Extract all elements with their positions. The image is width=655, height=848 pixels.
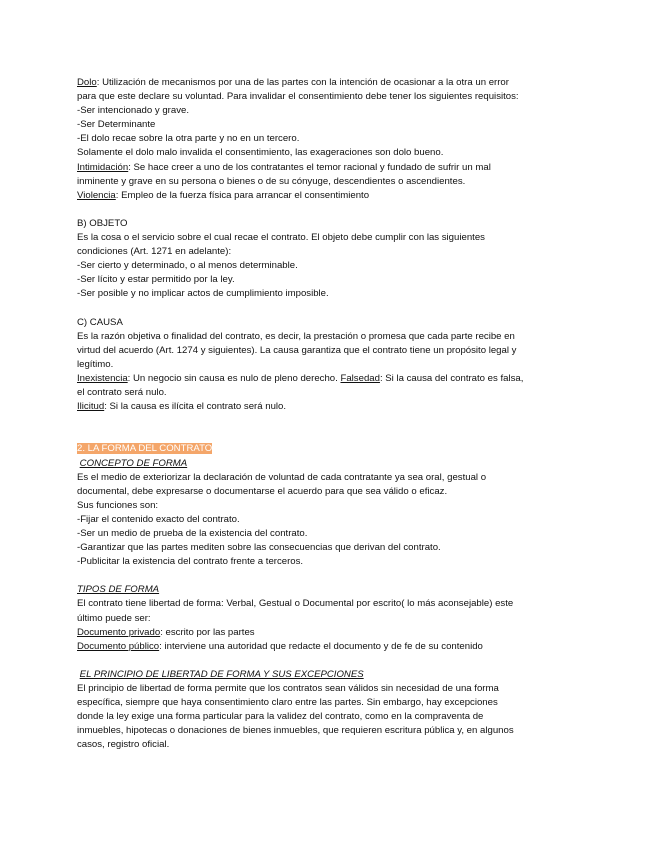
dolo-requirement-2: -Ser Determinante: [77, 119, 156, 131]
dolo-term: Dolo: [77, 77, 97, 88]
concepto-line-3: Sus funciones son:: [77, 499, 159, 511]
dolo-line-2: para que este declare su voluntad. Para invalidar el consentimiento debe tener los siguientes requisitos:: [77, 91, 519, 103]
tipos-line-2: último puede ser:: [77, 612, 151, 624]
dolo-line-1: Dolo: Utilización de mecanismos por una de las partes con la intención de ocasionar a la otra un error: [77, 77, 509, 88]
highlighted-section-title: 2. LA FORMA DEL CONTRATO: [77, 443, 213, 455]
causa-line-6: Ilicitud: Si la causa es ilícita el contrato será nulo.: [77, 401, 287, 413]
principio-title: EL PRINCIPIO DE LIBERTAD DE FORMA Y SUS EXCEPCIONES: [79, 668, 364, 680]
violencia-line: Violencia: Empleo de la fuerza física para arrancar el consentimiento: [77, 189, 370, 201]
principio-line-1: El principio de libertad de forma permite que los contratos sean válidos sin necesidad de una forma: [77, 683, 499, 695]
tipos-title: TIPOS DE FORMA: [77, 584, 160, 596]
funcion-3: -Garantizar que las partes mediten sobre las consecuencias que derivan del contrato.: [77, 542, 441, 554]
inexistencia-term: Inexistencia: [77, 372, 128, 384]
dolo-requirement-3: -El dolo recae sobre la otra parte y no en un tercero.: [77, 133, 300, 145]
principio-line-4: inmuebles, hipotecas o donaciones de bienes inmuebles, que requieren escritura pública y, en algunos: [77, 725, 514, 737]
causa-line-5: el contrato será nulo.: [77, 387, 167, 399]
causa-line-4: Inexistencia: Un negocio sin causa es nulo de pleno derecho. Falsedad: Si la causa del contrato es falsa,: [77, 372, 524, 384]
causa-heading: C) CAUSA: [77, 316, 123, 328]
falsedad-term: Falsedad: [340, 372, 380, 384]
documento-publico-term: Documento público: [77, 640, 160, 652]
objeto-line-5: -Ser posible y no implicar actos de cumplimiento imposible.: [77, 288, 329, 300]
intimidacion-line-1: Intimidación: Se hace creer a uno de los contratantes el temor racional y fundado de sufrir un mal: [77, 161, 491, 173]
objeto-line-3: -Ser cierto y determinado, o al menos determinable.: [77, 260, 298, 272]
objeto-heading: B) OBJETO: [77, 217, 128, 229]
dolo-note: Solamente el dolo malo invalida el consentimiento, las exageraciones son dolo bueno.: [77, 147, 444, 159]
violencia-term: Violencia: [77, 189, 116, 201]
funcion-2: -Ser un medio de prueba de la existencia del contrato.: [77, 528, 308, 539]
concepto-title: CONCEPTO DE FORMA: [79, 457, 188, 469]
objeto-line-4: -Ser lícito y estar permitido por la ley.: [77, 274, 235, 286]
objeto-line-2: condiciones (Art. 1271 en adelante):: [77, 246, 232, 258]
causa-line-2: virtud del acuerdo (Art. 1274 y siguientes). La causa garantiza que el contrato tiene un propósito legal y: [77, 344, 517, 356]
ilicitud-term: Ilicitud: [77, 401, 105, 413]
principio-line-2: específica, siempre que haya consentimiento claro entre las partes. Sin embargo, hay excepciones: [77, 697, 498, 709]
forma-section-title: [77, 442, 587, 456]
documento-privado-line: Documento privado: escrito por las partes: [77, 626, 255, 638]
documento-privado-term: Documento privado: [77, 626, 161, 638]
concepto-line-1: Es el medio de exteriorizar la declaración de voluntad de cada contratante ya sea oral, gestual o: [77, 471, 487, 483]
funcion-1: -Fijar el contenido exacto del contrato.: [77, 513, 240, 525]
principio-line-5: casos, registro oficial.: [77, 739, 170, 751]
funcion-4: -Publicitar la existencia del contrato frente a terceros.: [77, 556, 304, 568]
concepto-line-2: documental, debe expresarse o documentarse el acuerdo para que sea válido o eficaz.: [77, 485, 448, 497]
causa-line-3: legítimo.: [77, 358, 114, 370]
document-page: [77, 76, 587, 753]
causa-line-1: Es la razón objetiva o finalidad del contrato, es decir, la prestación o promesa que cada parte recibe en: [77, 330, 515, 342]
objeto-line-1: Es la cosa o el servicio sobre el cual recae el contrato. El objeto debe cumplir con las siguientes: [77, 232, 485, 244]
principio-line-3: donde la ley exige una forma particular para la validez del contrato, como en la compraventa de: [77, 711, 484, 723]
intimidacion-term: Intimidación: [77, 161, 129, 173]
dolo-requirement-1: -Ser intencionado y grave.: [77, 105, 189, 117]
documento-publico-line: Documento público: interviene una autoridad que redacte el documento y de fe de su contenido: [77, 640, 483, 652]
intimidacion-line-2: inminente y grave en su persona o bienes o de su cónyuge, descendientes o ascendientes.: [77, 175, 466, 187]
tipos-line-1: El contrato tiene libertad de forma: Verbal, Gestual o Documental por escrito( lo más aconsejable) este: [77, 598, 514, 610]
